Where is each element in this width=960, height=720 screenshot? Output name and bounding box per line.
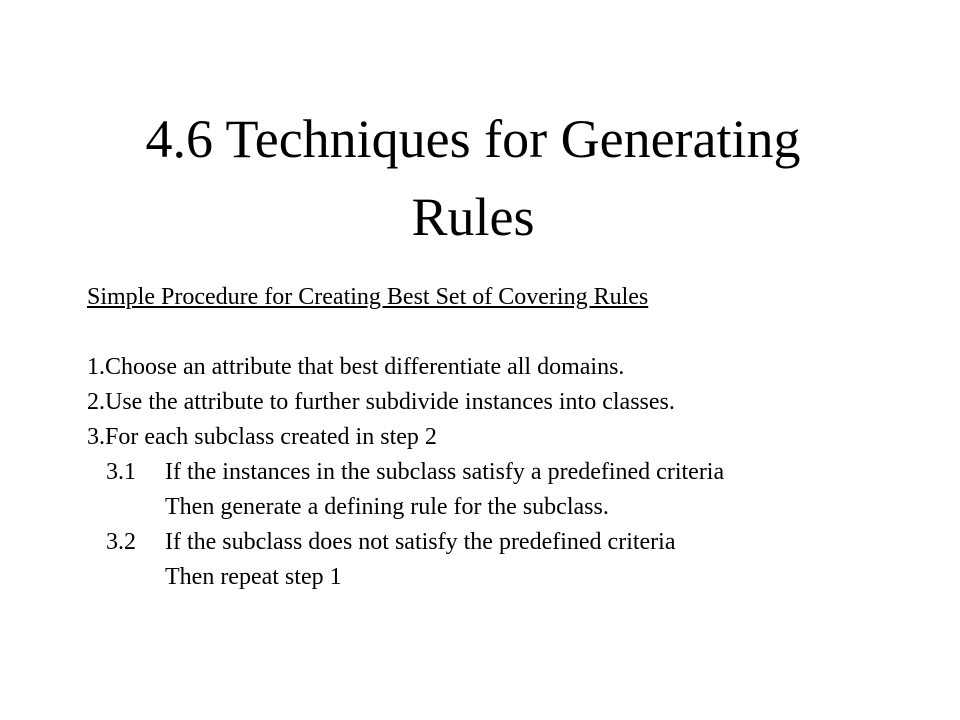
slide-body <box>87 280 947 595</box>
title-line-2: Rules <box>411 187 535 247</box>
step-3: 3.For each subclass created in step 2 <box>87 424 437 450</box>
procedure-heading: Simple Procedure for Creating Best Set of Covering Rules <box>87 284 649 310</box>
substep-3-2-condition-text: If the subclass does not satisfy the predefined criteria <box>165 529 676 555</box>
title-line-1: 4.6 Techniques for Generating <box>145 109 801 169</box>
substep-3-1-condition <box>87 455 947 490</box>
substep-3-1-condition-text: If the instances in the subclass satisfy a predefined criteria <box>165 459 725 485</box>
substep-3-1-action: Then generate a defining rule for the subclass. <box>165 494 609 520</box>
substep-3-2-number: 3.2 <box>106 529 136 555</box>
substep-3-1-number: 3.1 <box>106 459 136 485</box>
substep-3-2-condition <box>87 525 947 560</box>
slide-title <box>0 100 946 256</box>
step-1: 1.Choose an attribute that best differentiate all domains. <box>87 354 625 380</box>
spacer <box>87 315 947 350</box>
substep-3-2-action: Then repeat step 1 <box>165 564 342 590</box>
step-2: 2.Use the attribute to further subdivide instances into classes. <box>87 389 675 415</box>
